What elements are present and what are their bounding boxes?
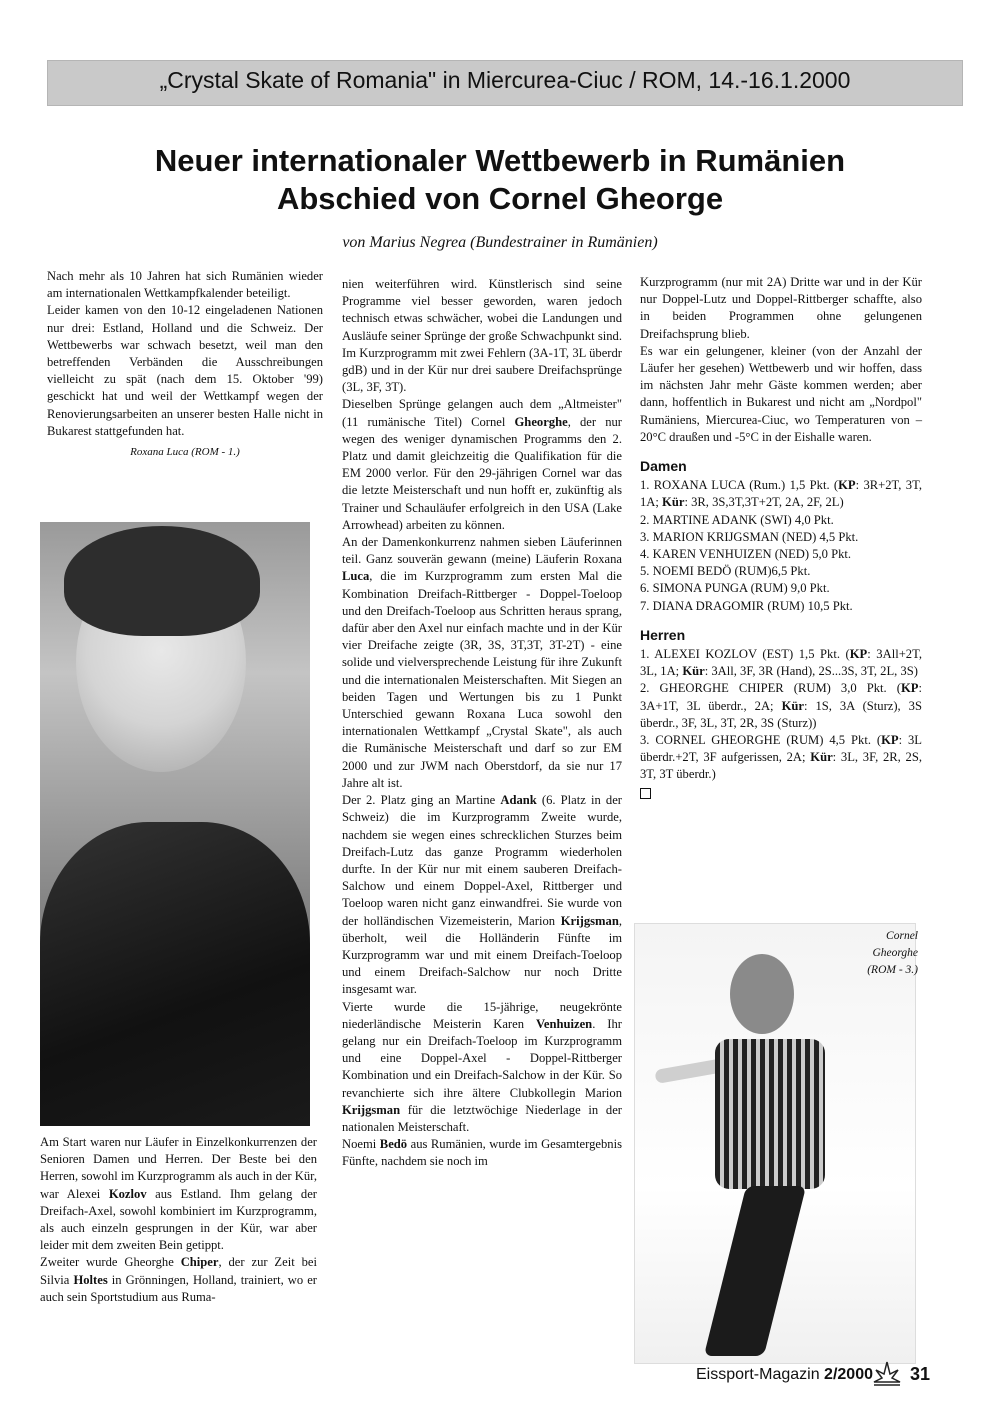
column-1: [47, 268, 323, 461]
column-1-bottom: [40, 1134, 317, 1306]
result-row: 4. KAREN VENHUIZEN (NED) 5,0 Pkt.: [640, 547, 852, 562]
paragraph: Noemi Bedö aus Rumänien, wurde im Gesamtergebnis Fünfte, nachdem sie noch im: [342, 1137, 622, 1169]
paragraph: Zweiter wurde Gheorghe Chiper, der zur Zeit bei Silvia Holtes in Grönningen, Holland, trainiert, wo er auch sein Sportstudium aus Ruma-: [40, 1255, 317, 1304]
results-heading-herren: Herren: [640, 626, 686, 643]
paragraph: Nach mehr als 10 Jahren hat sich Rumänien wieder am internationalen Wettkampfkalender beteiligt.: [47, 269, 323, 301]
photo-cornel-gheorghe: [634, 923, 916, 1364]
column-3: [640, 274, 922, 804]
result-row: 2. MARTINE ADANK (SWI) 4,0 Pkt.: [640, 512, 834, 527]
paragraph: Es war ein gelungener, kleiner (von der Anzahl der Läufer her gesehen) Wettbewerb und wir hoffen, dass im nächsten Jahr mehr Gäste kommen werden; aber dann, hoffentlich in Bukarest und nicht am „Nordpol" Rumäniens, Miercurea-Ciuc, wo Temperaturen von –20°C draußen und -5°C in der Eishalle waren.: [640, 343, 922, 444]
result-row: 6. SIMONA PUNGA (RUM) 9,0 Pkt.: [640, 581, 830, 596]
result-row: 3. MARION KRIJGSMAN (NED) 4,5 Pkt.: [640, 529, 859, 544]
paragraph: Dieselben Sprünge gelangen auch dem „Altmeister" (11 rumänische Titel) Cornel Gheorghe, der nur wegen des weniger dynamischen Programms den 2. Platz und damit gleichzeitig die Qualifikation für die EM 2000 verlor. Für den 29-jährigen Cornel war das die letzte Meisterschaft und nun hofft er, zukünftig als Trainer und Schauläufer erfolgreich in den USA (Lake Arrowhead) arbeiten zu können.: [342, 397, 622, 532]
event-title: „Crystal Skate of Romania" in Miercurea-Ciuc / ROM, 14.-16.1.2000: [159, 67, 851, 93]
paragraph: nien weiterführen wird. Künstlerisch sind seine Programme viel besser geworden, waren jedoch technisch etwas schwächer, wobei die Landungen und Ausläufe seiner Sprünge der große Schwachpunkt sind. Im Kurzprogramm mit zwei Fehlern (3A-1T, 3L überdr gdB) und in der Kür nur drei saubere Dreifachsprünge (3L, 3F, 3T).: [342, 277, 622, 395]
photo-roxana-luca: [40, 522, 310, 1126]
page-number: 31: [910, 1364, 931, 1384]
paragraph: Kurzprogramm (nur mit 2A) Dritte war und in der Kür nur Doppel-Lutz und Doppel-Rittberger schaffte, also in beiden Programmen ohne gelungenen Dreifachsprung blieb.: [640, 275, 922, 341]
paragraph: Am Start waren nur Läufer in Einzelkonkurrenzen der Senioren Damen und Herren. Der Beste bei den Herren, sowohl im Kurzprogramm als auch in der Kür, war Alexei Kozlov aus Estland. Ihm gelang der Dreifach-Axel, sowohl kombiniert im Kurzprogramm, als auch einzeln gesprungen in der Kür, war aber leider mit dem zweiten Bein getippt.: [40, 1135, 317, 1253]
photo-head: [730, 954, 794, 1034]
results-heading-damen: Damen: [640, 458, 687, 475]
result-row: 5. NOEMI BEDÖ (RUM)6,5 Pkt.: [640, 564, 811, 579]
end-mark-icon: [640, 788, 651, 799]
photo-hair: [64, 526, 260, 636]
result-row: 2. GHEORGHE CHIPER (RUM) 3,0 Pkt. (KP: 3A+1T, 3L überdr., 2A; Kür: 1S, 3A (Sturz), 3S überdr., 3F, 3L, 3T, 2R, 3S (Sturz)): [640, 681, 922, 730]
column-2: [342, 276, 622, 1171]
result-row: 1. ALEXEI KOZLOV (EST) 1,5 Pkt. (KP: 3All+2T, 3L, 1A; Kür: 3All, 3F, 3R (Hand), 2S...3S, 3T, 2L, 3S): [640, 647, 922, 679]
photo-jacket: [40, 822, 310, 1126]
result-row: 7. DIANA DRAGOMIR (RUM) 10,5 Pkt.: [640, 598, 853, 613]
byline: von Marius Negrea (Bundestrainer in Rumänien): [342, 234, 658, 251]
result-row: 1. ROXANA LUCA (Rum.) 1,5 Pkt. (KP: 3R+2T, 3T, 1A; Kür: 3R, 3S,3T,3T+2T, 2A, 2F, 2L): [640, 478, 922, 510]
headline: [40, 142, 960, 218]
photo-legs: [704, 1186, 806, 1356]
result-row: 3. CORNEL GHEORGHE (RUM) 4,5 Pkt. (KP: 3L überdr.+2T, 3F aufgerissen, 2A; Kür: 3L, 3F, 2R, 2S, 3T, 3T überdr.): [640, 733, 923, 782]
paragraph: An der Damenkonkurrenz nahmen sieben Läuferinnen teil. Ganz souverän gewann (meine) Läuferin Roxana Luca, die im Kurzprogramm zum ersten Mal die Kombination Dreifach-Rittberger - Doppel-Toeloop und den Dreifach-Toeloop aus Schritten heraus sprang, dafür aber den Axel nur einfach machte und in der Kür vier Dreifache zeigte (3R, 3S, 3T,3T, 3T-2T) - eine solide und vielversprechende Leistung für ihre Zukunft und die internationalen Meisterschaften. Mit Siegen an beiden Tagen und Wertungen bis zu 1 Punkt Unterschied gewann Roxana Luca sowohl den internationalen Wettkampf „Crystal Skate", als auch die Rumänische Meisterschaft und darf so zur EM 2000 und zur JWM nach Oberstdorf, da sie nur 17 Jahre alt ist.: [342, 535, 622, 790]
headline-line-2: Abschied von Cornel Gheorge: [276, 181, 724, 216]
paragraph: Leider kamen von den 10-12 eingeladenen Nationen nur drei: Estland, Holland und die Schweiz. Der Wettbewerbs war schwach besetzt, weil man den betreffenden Verbänden die Ausschreibungen vielleicht zu spät (nach dem 15. Oktober '99) geschickt hat und weil der Wettkampf wegen der Renovierungsarbeiten an unserer besten Halle nicht in Bukarest stattgefunden hat.: [47, 303, 323, 438]
footer-magazine: Eissport-Magazin 2/2000: [696, 1366, 873, 1383]
photo-caption-luca: Roxana Luca (ROM - 1.): [130, 446, 240, 459]
event-banner: [47, 60, 963, 106]
paragraph: Der 2. Platz ging an Martine Adank (6. Platz in der Schweiz) die im Kurzprogramm Zweite wurde, nachdem sie wegen eines schrecklichen Sturzes beim Dreifach-Lutz das ganze Programm wiederholen durfte. In der Kür nur mit einem sauberen Dreifach-Salchow und einem Doppel-Axel, Rittberger und Toeloop waren nicht ganz einwandfrei. Sie wurde von der holländischen Vizemeisterin, Marion Krijgsman, überholt, weil die Holländerin Fünfte im Kurzprogramm war und mit einem Dreifach-Toeloop und einem Dreifach-Salchow nur noch Dritte insgesamt war.: [342, 793, 622, 997]
photo-vest: [715, 1039, 825, 1189]
skater-logo-icon: [870, 1360, 904, 1388]
paragraph: Vierte wurde die 15-jährige, neugekrönte niederländische Meisterin Karen Venhuizen. Ihr gelang nur ein Dreifach-Toeloop im Kurzprogramm und eine Doppel-Axel - Doppel-Rittberger Kombination und ein Dreifach-Salchow in der Kür. So revanchierte sich ihre ältere Clubkollegin Marion Krijgsman für die letztwöchige Niederlage in der nationalen Meisterschaft.: [342, 999, 622, 1134]
headline-line-1: Neuer internationaler Wettbewerb in Rumänien: [154, 143, 846, 178]
photo-caption-gheorghe: Cornel Gheorghe (ROM - 3.): [867, 930, 918, 976]
